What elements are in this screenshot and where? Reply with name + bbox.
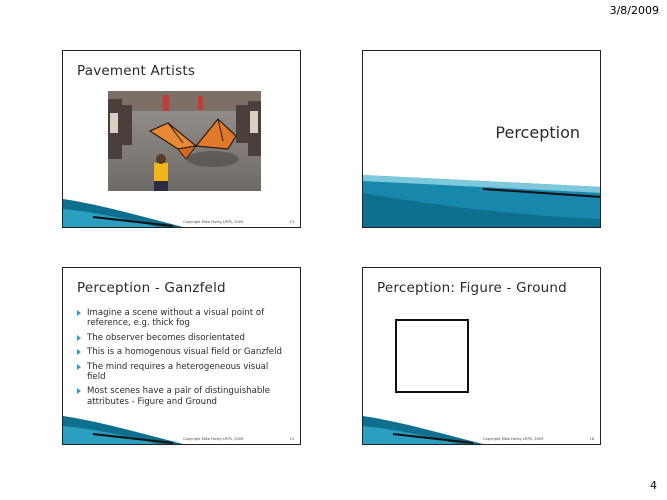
page-date: 3/8/2009 [609,4,659,17]
slide-wave-decoration [63,412,183,444]
slide-pavement-artists [62,50,301,228]
page-number: 4 [650,479,657,492]
section-band-decoration [363,175,601,227]
slide-perception-section [362,50,601,228]
bullet-item: Most scenes have a pair of distinguishable attributes - Figure and Ground [77,386,287,407]
bullet-list [77,308,287,411]
bullet-item: This is a homogenous visual field or Ganzfeld [77,347,287,357]
bullet-arrow-icon [77,310,81,316]
pavement-butterfly-photo [108,91,261,191]
slide-perception-ganzfeld [62,267,301,445]
slide-number: 16 [589,437,594,441]
slide-wave-decoration [63,195,183,227]
slide-title: Pavement Artists [77,63,196,79]
slide-number: 15 [289,437,294,441]
slide-title: Perception - Ganzfeld [77,280,226,296]
bullet-arrow-icon [77,335,81,341]
bullet-arrow-icon [77,364,81,370]
slide-number: 13 [289,220,294,224]
bullet-arrow-icon [77,388,81,394]
bullet-arrow-icon [77,349,81,355]
slide-title: Perception: Figure - Ground [377,280,567,296]
bullet-item: The observer becomes disorientated [77,333,287,343]
slide-wave-decoration [363,412,483,444]
section-title: Perception [495,123,580,142]
slide-footer: Copyright Mike Farley LRPS, 2009 [183,437,244,441]
bullet-item: The mind requires a heterogeneous visual field [77,362,287,383]
slide-footer: Copyright Mike Farley LRPS, 2009 [183,220,244,224]
slide-figure-ground [362,267,601,445]
figure-square [395,319,469,393]
slide-footer: Copyright Mike Farley LRPS, 2009 [483,437,544,441]
bullet-item: Imagine a scene without a visual point of reference, e.g. thick fog [77,308,287,329]
